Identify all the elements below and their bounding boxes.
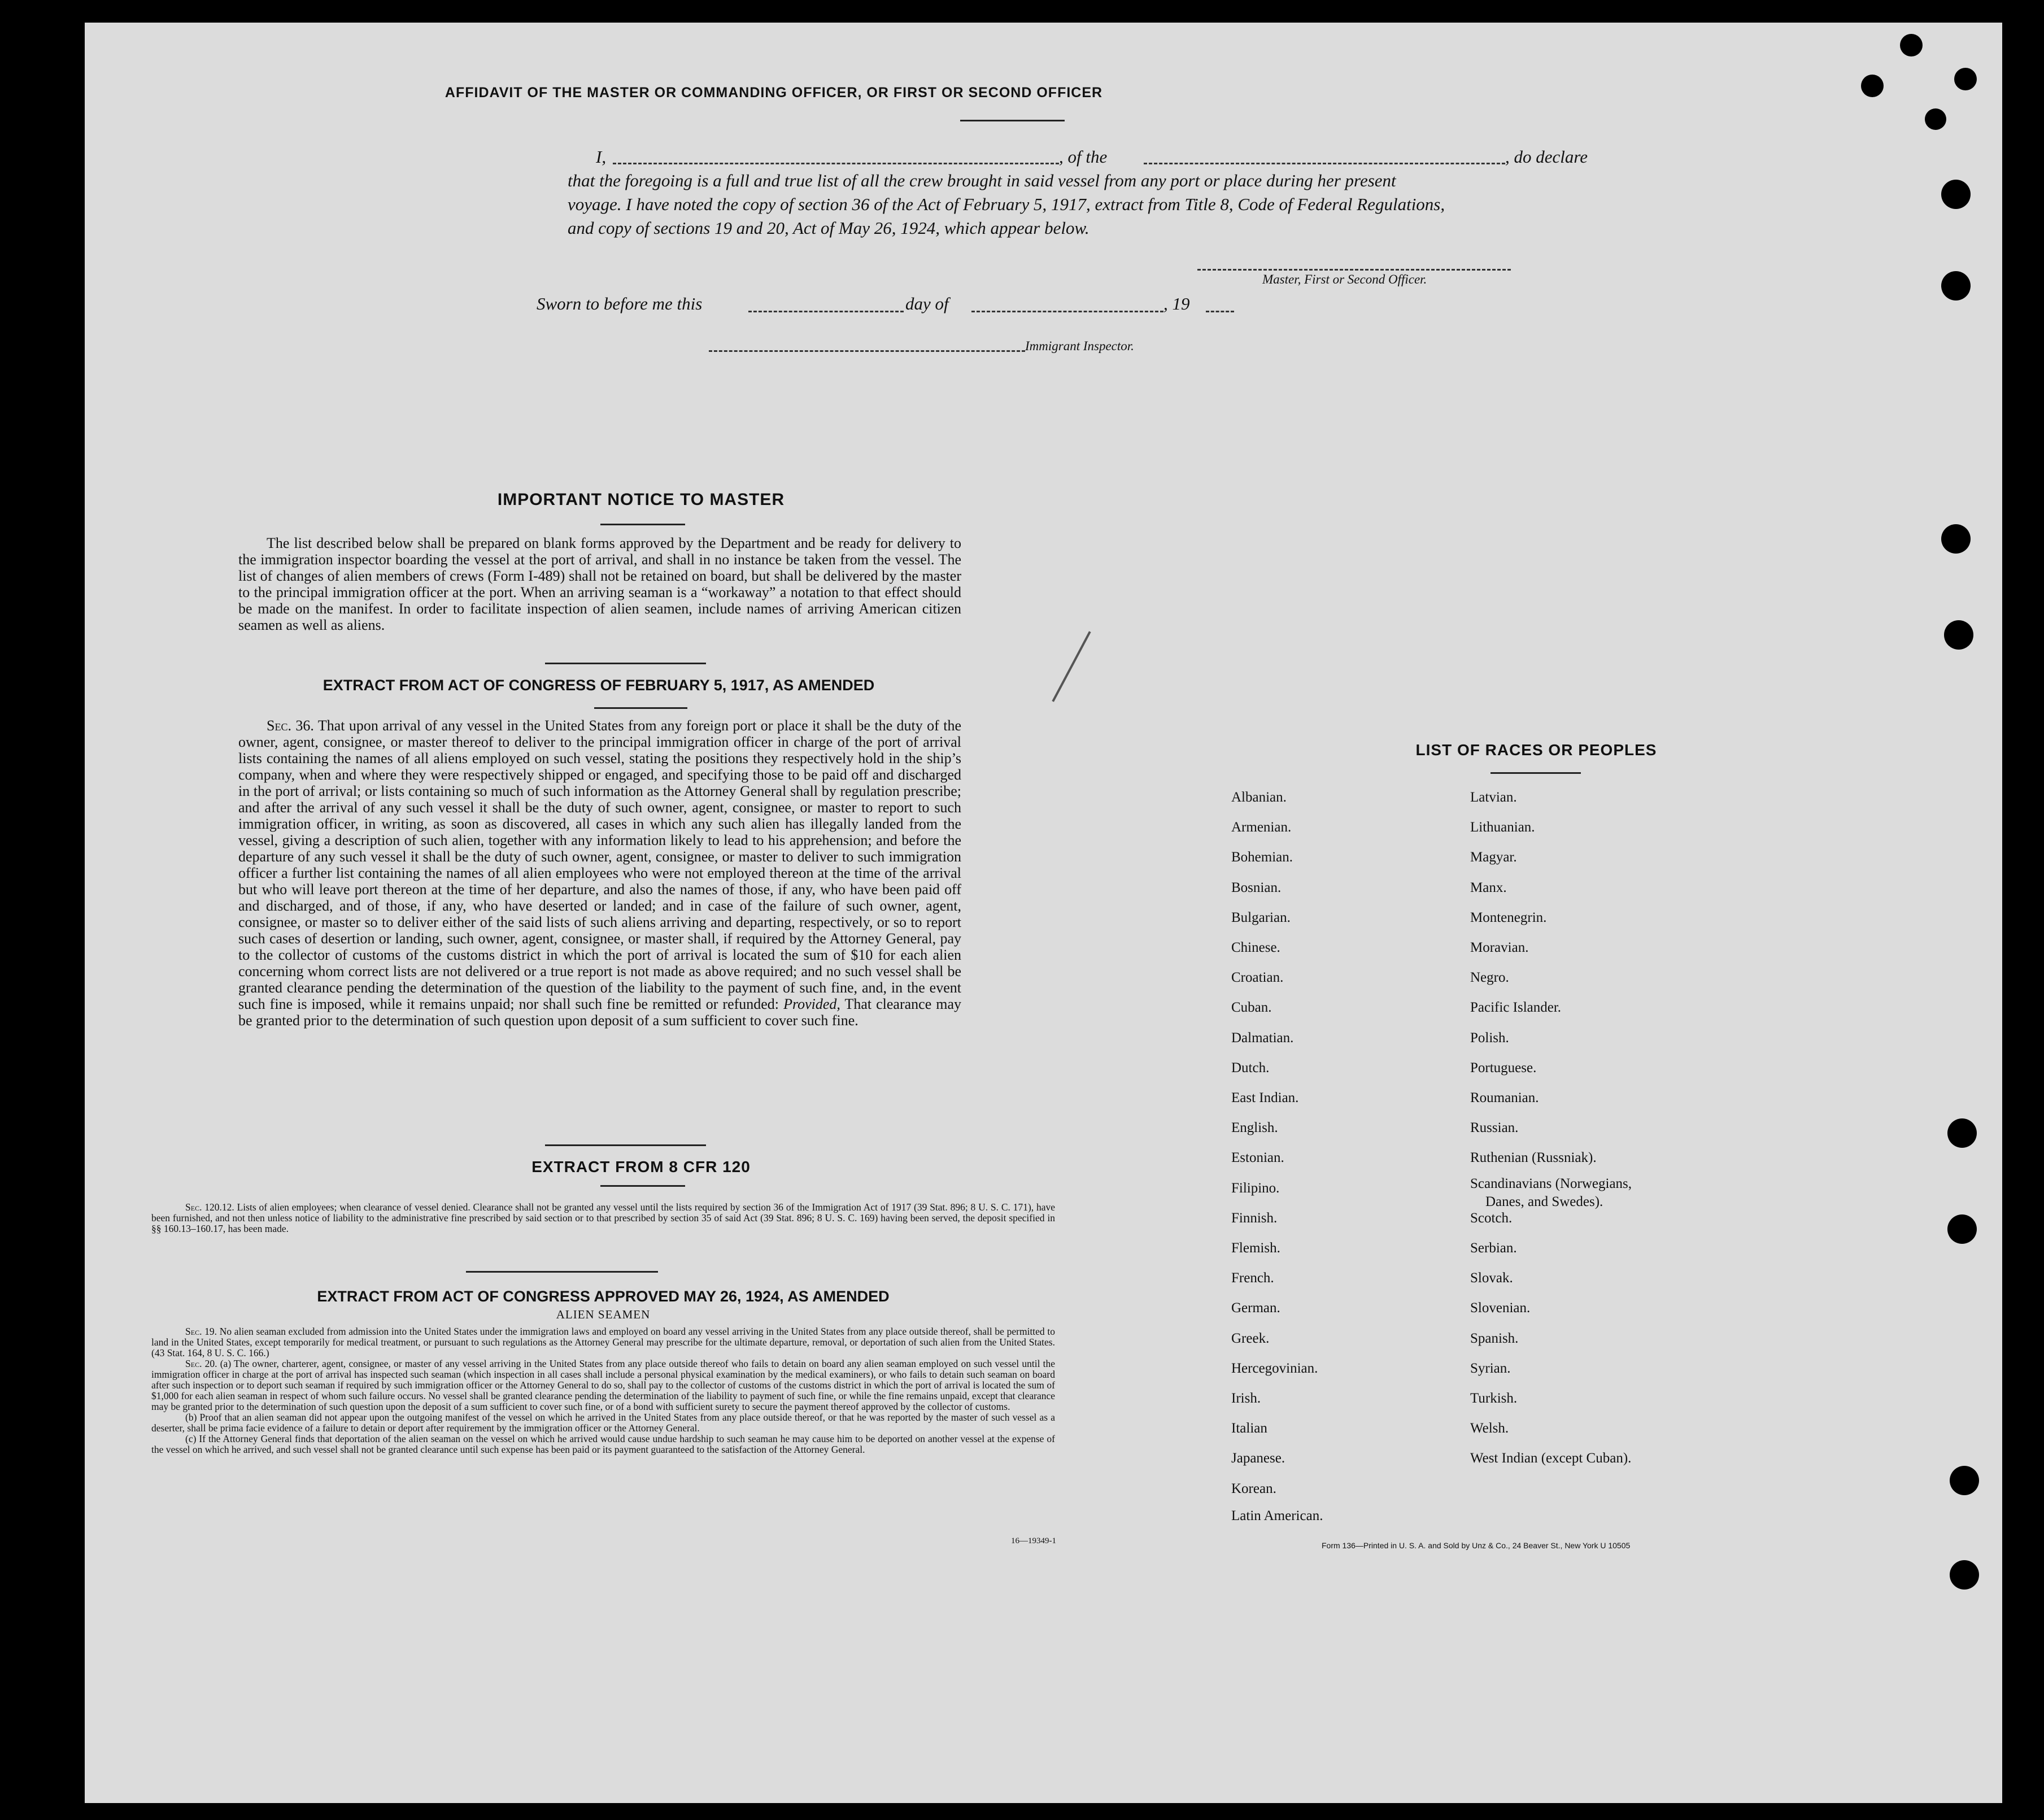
extract-1917-body (238, 717, 961, 1029)
notice-heading: IMPORTANT NOTICE TO MASTER (497, 490, 785, 509)
race-item: Chinese. (1231, 940, 1280, 955)
affidavit-line1 (596, 147, 1641, 168)
sec-36-text-b: That clearance may be granted prior to the determination of such question upon deposit of a sum sufficient to cover such fine. (238, 996, 962, 1029)
day-of-label: day of (905, 294, 949, 314)
extract-1924-heading: EXTRACT FROM ACT OF CONGRESS APPROVED MAY 26, 1924, AS AMENDED (317, 1288, 890, 1305)
race-item: Japanese. (1231, 1451, 1285, 1466)
race-item: Montenegrin. (1470, 909, 1547, 925)
name-field[interactable] (613, 163, 1059, 164)
race-item: Welsh. (1470, 1421, 1509, 1436)
cfr-rule-top (545, 1144, 706, 1146)
form-footer: Form 136—Printed in U. S. A. and Sold by Unz & Co., 24 Beaver St., New York U 10505 (1322, 1541, 1631, 1550)
punch-hole (1941, 180, 1971, 209)
cfr-text: Lists of alien employees; when clearance of vessel denied. Clearance shall not be granted any vessel until the lists required by section 36 of the Immigration Act of 1917 (39 Stat. 896; 8 U. S. C. 171), have been furnished, and not then unless notice of liability to the administrative fine prescribed by said section or to that prescribed by section 35 of said Act (39 Stat. 896; 8 U. S. C. 169) having been served, the deposit specified in §§ 160.13–160.17, has been made. (151, 1201, 1056, 1234)
inspector-label: Immigrant Inspector. (1025, 339, 1134, 353)
cfr-rule (600, 1185, 685, 1187)
race-item: Bohemian. (1231, 850, 1293, 865)
race-item: Syrian. (1470, 1360, 1511, 1376)
form-code: 16—19349-1 (1011, 1536, 1056, 1545)
race-item: Latvian. (1470, 790, 1517, 805)
race-item: Croatian. (1231, 970, 1284, 986)
punch-hole (1954, 68, 1977, 90)
race-item: Irish. (1231, 1391, 1261, 1406)
section-rule-2 (466, 1271, 658, 1273)
sec-36-text-a: That upon arrival of any vessel in the United States from any foreign port or place it shall be the duty of the owner, agent, consignee, or master thereof to deliver to the principal immigration officer in charge of the port of arrival lists containing the names of all aliens employed on such vessel, stating the positions they respectively hold in the ship’s company, when and where they were respectively shipped or engaged, and specifying those to be paid off and discharged in the port of arrival; or lists containing so much of such information as the Attorney General shall by regulation prescribe; and after the arrival of any such vessel it shall be the duty of such owner, agent, consignee, or master to report to such immigration officer, in writing, as soon as discovered, all cases in which any such alien has illegally landed from the vessel, giving a description of such alien, together with any information likely to lead to his apprehension; and before the departure of any such vessel it shall be the duty of such owner, agent, consignee, or master to deliver to such immigration officer a further list containing the names of all alien employees who were not employed thereon at the time of the arrival but who will leave port thereon at the time of her departure, and also the names of those, if any, who have been paid off and discharged, and of those, if any, who have deserted or landed; and in case of the failure of such owner, agent, consignee, or master so to deliver either of the said lists of such aliens arriving and departing, respectively, or so to report such cases of desertion or landing, such owner, agent, consignee, or master shall, if required by the Attorney General, pay to the collector of customs of the customs district in which the port of arrival is located the sum of $10 for each alien concerning whom correct lists are not delivered or a true report is not made as above required; and no such vessel shall be granted clearance pending the determination of the question of the liability to the payment of such fine, and, in the event such fine is imposed, while it remains unpaid; nor shall such fine be remitted or refunded: (238, 717, 961, 1012)
race-item: Armenian. (1231, 820, 1292, 835)
title-rule (960, 120, 1065, 121)
sec-36-label: Sec. 36. (267, 717, 314, 734)
race-item: Moravian. (1470, 940, 1529, 955)
sec-20-label: Sec. 20. (185, 1358, 217, 1369)
sworn-year-field[interactable] (1206, 311, 1234, 312)
sec-20c-text: (c) If the Attorney General finds that deportation of the alien seaman on the vessel on which he arrived would cause undue hardship to such seaman he may cause him to be deported on another vessel at the expense of the vessel on which he arrived, and such vessel shall not be granted clearance until such expense has been paid or its payment guaranteed to the satisfaction of the Attorney General. (151, 1433, 1055, 1455)
race-item: Hercegovinian. (1231, 1360, 1318, 1376)
race-item: Scandinavians (Norwegians, (1470, 1175, 1632, 1191)
punch-hole (1861, 75, 1884, 97)
punch-hole (1925, 108, 1946, 130)
sec-20a-paragraph (151, 1359, 1055, 1412)
punch-hole (1944, 620, 1973, 650)
year-label: , 19 (1163, 294, 1190, 314)
sec-19-text: No alien seaman excluded from admission into the United States under the immigration laws and employed on board any vessel arriving in the United States from any place outside thereof, shall be permitted to land in the United States, except temporarily for medical treatment, or pursuant to such regulations as the Attorney General may prescribe for the ultimate departure, removal, or deportation of such alien from the United States. (43 Stat. 164, 8 U. S. C. 166.) (151, 1326, 1055, 1359)
stray-mark (1052, 631, 1091, 702)
sec-19-paragraph (151, 1326, 1055, 1359)
cfr-heading: EXTRACT FROM 8 CFR 120 (531, 1158, 751, 1175)
punch-hole (1900, 34, 1923, 56)
race-item: Pacific Islander. (1470, 1000, 1562, 1016)
race-item: Danes, and Swedes). (1485, 1194, 1603, 1209)
sec-19-label: Sec. 19. (185, 1326, 217, 1337)
punch-hole (1941, 271, 1971, 301)
punch-hole (1950, 1466, 1979, 1495)
race-item: Portuguese. (1470, 1060, 1537, 1076)
race-item: West Indian (except Cuban). (1470, 1451, 1632, 1466)
affidavit-line4: and copy of sections 19 and 20, Act of May 26, 1924, which appear below. (568, 218, 1089, 238)
punch-hole (1950, 1560, 1979, 1590)
race-item: Estonian. (1231, 1150, 1284, 1166)
race-item: German. (1231, 1300, 1280, 1316)
race-item: Slovenian. (1470, 1300, 1531, 1316)
race-item: Filipino. (1231, 1180, 1280, 1196)
master-signature-line[interactable] (1197, 269, 1511, 271)
race-item: Polish. (1470, 1030, 1509, 1046)
race-item: Lithuanian. (1470, 820, 1535, 835)
race-item: Negro. (1470, 970, 1509, 986)
sworn-month-field[interactable] (971, 311, 1163, 312)
race-item: Italian (1231, 1421, 1267, 1436)
alien-seamen-subheading: ALIEN SEAMEN (556, 1308, 651, 1321)
race-item: English. (1231, 1120, 1278, 1136)
race-item: Serbian. (1470, 1240, 1517, 1256)
extract-1917-heading: EXTRACT FROM ACT OF CONGRESS OF FEBRUARY 5, 1917, AS AMENDED (322, 677, 875, 694)
race-item: Dalmatian. (1231, 1030, 1294, 1046)
race-item: Albanian. (1231, 790, 1287, 805)
race-item: Russian. (1470, 1120, 1519, 1136)
race-item: Bulgarian. (1231, 909, 1291, 925)
inspector-signature-line[interactable] (709, 350, 1025, 352)
notice-rule (600, 524, 685, 525)
extract-1917-rule (594, 707, 687, 709)
race-item: Cuban. (1231, 1000, 1272, 1016)
race-item: Ruthenian (Russniak). (1470, 1150, 1597, 1166)
sworn-label: Sworn to before me this (537, 294, 703, 314)
race-item: Spanish. (1470, 1330, 1519, 1346)
cfr-body (151, 1202, 1055, 1234)
races-rule (1490, 772, 1581, 774)
form-page (85, 23, 2002, 1803)
sec-20b-text: (b) Proof that an alien seaman did not appear upon the outgoing manifest of the vessel on which he arrived in the United States from any place outside thereof, or that he was reported by the master of such vessel as a deserter, shall be prima facie evidence of a failure to detain or deport after requirement by the immigration officer or the Attorney General. (151, 1412, 1055, 1434)
race-item: French. (1231, 1270, 1274, 1286)
declare-label: , do declare (1505, 147, 1588, 167)
race-item: Flemish. (1231, 1240, 1280, 1256)
race-item: Latin American. (1231, 1508, 1323, 1523)
race-item: Turkish. (1470, 1391, 1518, 1406)
of-the-label: , of the (1059, 147, 1108, 167)
race-item: Magyar. (1470, 850, 1517, 865)
race-item: Korean. (1231, 1481, 1276, 1496)
punch-hole (1947, 1118, 1977, 1148)
race-item: East Indian. (1231, 1090, 1299, 1105)
race-item: Roumanian. (1470, 1090, 1539, 1105)
races-heading: LIST OF RACES OR PEOPLES (1415, 741, 1657, 759)
race-item: Scotch. (1470, 1210, 1513, 1226)
punch-hole (1947, 1214, 1977, 1244)
cfr-sec-label: Sec. 120.12. (185, 1201, 234, 1213)
affidavit-line2: that the foregoing is a full and true list of all the crew brought in said vessel from any port or place during her present (568, 171, 1396, 190)
provided-label: Provided, (783, 996, 840, 1012)
sec-20a-text: (a) The owner, charterer, agent, consignee, or master of any vessel arriving in the United States from any place outside thereof who fails to detain on board any alien seaman employed on such vessel until the immigration officer in charge at the port of arrival has inspected such seaman (which inspection in all cases shall include a personal physical examination by the medical examiners), or who fails to detain such seaman on board after such inspection or to deport such seaman if required by such immigration officer or the Attorney General to do so, shall pay to the collector of customs of the customs district in which the port of arrival is located the sum of $1,000 for each alien seaman in respect of whom such failure occurs. No vessel shall be granted clearance pending the determination of the liability to payment of such fine, or while the fine remains unpaid, except that clearance may be granted prior to the determination of such question upon the deposit of a sum sufficient to cover such fine, or of a bond with sufficient surety to secure the payment thereof approved by the collector of customs. (151, 1358, 1056, 1412)
i-label: I, (596, 147, 607, 167)
punch-hole (1941, 524, 1971, 554)
race-item: Manx. (1470, 879, 1507, 895)
extract-1924-body (151, 1326, 1055, 1455)
notice-body: The list described below shall be prepared on blank forms approved by the Department and be ready for delivery to the immigration inspector boarding the vessel at the port of arrival, and shall in no instance be taken from the vessel. The list of changes of alien members of crews (Form I-489) shall not be retained on board, but shall be delivered by the master to the principal immigration officer at the port. When an arriving seaman is a “workaway” a notation to that effect should be made on the manifest. In order to facilitate inspection of alien seamen, include names of arriving American citizen seamen as well as aliens. (238, 535, 961, 633)
race-item: Finnish. (1231, 1210, 1278, 1226)
affidavit-title: AFFIDAVIT OF THE MASTER OR COMMANDING OFFICER, OR FIRST OR SECOND OFFICER (444, 85, 1103, 101)
sworn-day-field[interactable] (748, 311, 904, 312)
vessel-field[interactable] (1144, 163, 1505, 164)
race-item: Dutch. (1231, 1060, 1270, 1076)
race-item: Slovak. (1470, 1270, 1513, 1286)
race-item: Greek. (1231, 1330, 1270, 1346)
sworn-line (537, 294, 1327, 316)
affidavit-line3: voyage. I have noted the copy of section 36 of the Act of February 5, 1917, extract from Title 8, Code of Federal Regulations, (568, 194, 1445, 214)
section-rule (545, 663, 706, 664)
master-label: Master, First or Second Officer. (1262, 272, 1427, 286)
race-item: Bosnian. (1231, 879, 1282, 895)
